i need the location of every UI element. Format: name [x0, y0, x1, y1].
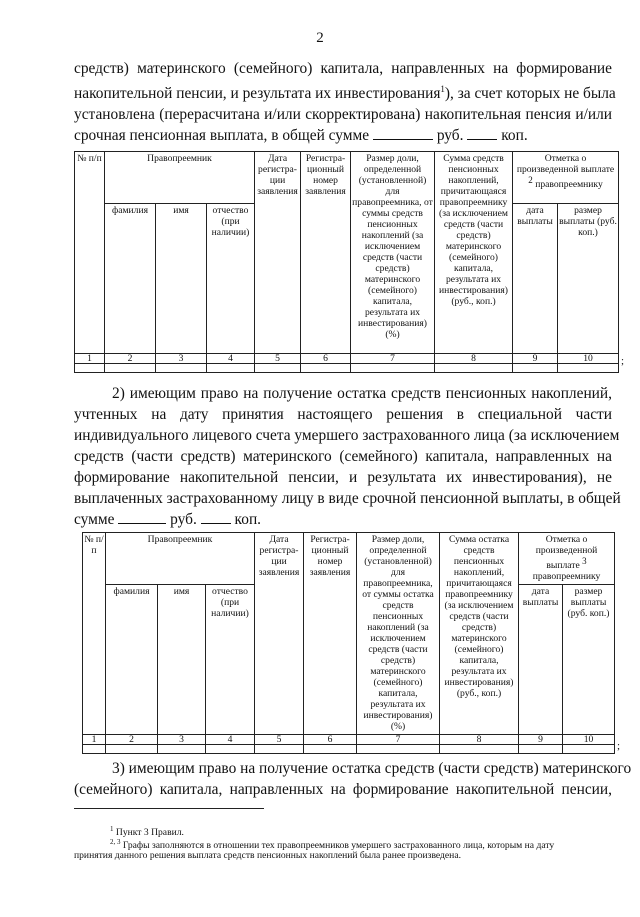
paragraph-line: средств (части средств) материнского (семейного) капитала, направленных на	[74, 448, 612, 465]
col-patronymic-header: отчество (при наличии)	[207, 204, 255, 354]
table-numbers-row	[83, 735, 615, 745]
col-share-header: Размер доли, определенной (установленной) для правопреемника, от суммы средств пенсионных накоплений (за исключением средств (части средств) материнского (семейного) капитала, результата их инвестирования) (%)	[351, 152, 435, 354]
paragraph-line: накопительной пенсии, и результата их инвестирования$^1$), за счет которых не была	[74, 84, 616, 103]
col-share-header: Размер доли, определенной (установленной) для правопреемника, от суммы остатка средств пенсионных накоплений (за исключением средств (части средств) материнского (семейного) капитала, результата их инвестирования) (%)	[357, 533, 440, 735]
amount-kop-blank	[201, 510, 231, 524]
col-regnum-header: Регистра-ционный номер заявления	[304, 533, 357, 735]
table-numbers-row	[75, 354, 619, 364]
table-trailing-semicolon: ;	[617, 740, 621, 752]
table-cell: 1	[75, 354, 105, 364]
table-cell: 5	[255, 735, 304, 745]
paragraph-middle	[74, 383, 621, 530]
table-cell: 3	[156, 354, 207, 364]
paragraph-top	[74, 58, 616, 146]
footnote-separator	[74, 808, 264, 809]
col-mark-header: Отметка о произведенной выплате $^3$ правопреемнику	[519, 533, 615, 585]
table-cell: 10	[563, 735, 615, 745]
footnote-ref: 1	[440, 84, 445, 94]
table-cell: 10	[558, 354, 619, 364]
col-sum-header: Сумма средств пенсионных накоплений, причитающаяся правопреемнику (за исключением средств (части средств) материнского (семейного) капитала, результата их инвестирования) (руб., коп.)	[435, 152, 513, 354]
col-no-header: № п/п	[83, 533, 106, 735]
table-cell: 7	[357, 735, 440, 745]
page-number: 2	[316, 30, 324, 46]
successors-table-2	[82, 532, 615, 754]
paragraph-line: сумме руб. коп.	[74, 511, 262, 528]
col-surname-header: фамилия	[105, 204, 156, 354]
table-cell: 4	[207, 354, 255, 364]
table-cell: 7	[351, 354, 435, 364]
paragraph-line: 3) имеющим право на получение остатка средств (части средств) материнского	[112, 760, 632, 777]
table-cell: 6	[304, 735, 357, 745]
paragraph-line: индивидуального лицевого счета умершего застрахованного лица (за исключением	[74, 427, 620, 444]
table-cell: 9	[519, 735, 563, 745]
table-cell: 2	[105, 354, 156, 364]
col-no-header: № п/п	[75, 152, 105, 354]
footnote-2: $^{2, 3}$ Графы заполняются в отношении тех правопреемников умершего застрахованного лица, которым на дату	[110, 838, 555, 852]
table-cell: 2	[106, 735, 158, 745]
col-sum-header: Сумма остатка средств пенсионных накоплений, причитающаяся правопреемнику (за исключением средств (части средств) материнского (семейного) капитала, результата их инвестирования) (руб., коп.)	[440, 533, 519, 735]
footnote-2-continuation: принятия данного решения выплата средств пенсионных накоплений была ранее произведена.	[74, 850, 461, 861]
col-paydate-header: дата выплаты	[513, 204, 558, 354]
col-regnum-header: Регистра-ционный номер заявления	[301, 152, 351, 354]
paragraph-line: (семейного) капитала, направленных на формирование накопительной пенсии,	[74, 781, 612, 798]
col-paysize-header: размер выплаты (руб. коп.)	[563, 585, 615, 735]
table-cell: 3	[158, 735, 206, 745]
paragraph-line: установлена (перерасчитана и/или скорректирована) накопительная пенсия и/или	[74, 106, 612, 124]
paragraph-line: выплаченных застрахованному лицу в виде срочной пенсионной выплаты, в общей	[74, 490, 621, 507]
amount-rub-blank	[373, 126, 433, 140]
table-cell: 6	[301, 354, 351, 364]
amount-kop-blank	[467, 126, 497, 140]
col-successor-header: Правопреемник	[106, 533, 255, 585]
table-cell: 8	[440, 735, 519, 745]
paragraph-line: средств) материнского (семейного) капитала, направленных на формирование	[74, 60, 612, 77]
footnote-1: $^1$ Пункт 3 Правил.	[110, 825, 184, 839]
col-date-header: Дата регистра-ции заявления	[255, 152, 301, 354]
successors-table-1	[74, 151, 619, 373]
col-paysize-header: размер выплаты (руб. коп.)	[558, 204, 619, 354]
col-patronymic-header: отчество (при наличии)	[206, 585, 255, 735]
paragraph-line: учтенных на дату принятия настоящего решения в специальной части	[74, 406, 612, 423]
col-mark-header: Отметка о произведенной выплате $^2$ правопреемнику	[513, 152, 619, 204]
col-surname-header: фамилия	[106, 585, 158, 735]
paragraph-bottom	[74, 758, 632, 800]
table-cell: 5	[255, 354, 301, 364]
paragraph-line: формирование накопительной пенсии, и результата их инвестирования), не	[74, 469, 612, 486]
amount-rub-blank	[118, 510, 166, 524]
table-trailing-semicolon: ;	[621, 355, 625, 367]
paragraph-line: 2) имеющим право на получение остатка средств пенсионных накоплений,	[112, 385, 612, 402]
table-cell: 4	[206, 735, 255, 745]
col-paydate-header: дата выплаты	[519, 585, 563, 735]
col-date-header: Дата регистра-ции заявления	[255, 533, 304, 735]
paragraph-line: срочная пенсионная выплата, в общей сумме руб. коп.	[74, 127, 528, 145]
col-name-header: имя	[156, 204, 207, 354]
table-cell: 9	[513, 354, 558, 364]
col-name-header: имя	[158, 585, 206, 735]
col-successor-header: Правопреемник	[105, 152, 255, 204]
table-cell: 1	[83, 735, 106, 745]
table-cell: 8	[435, 354, 513, 364]
